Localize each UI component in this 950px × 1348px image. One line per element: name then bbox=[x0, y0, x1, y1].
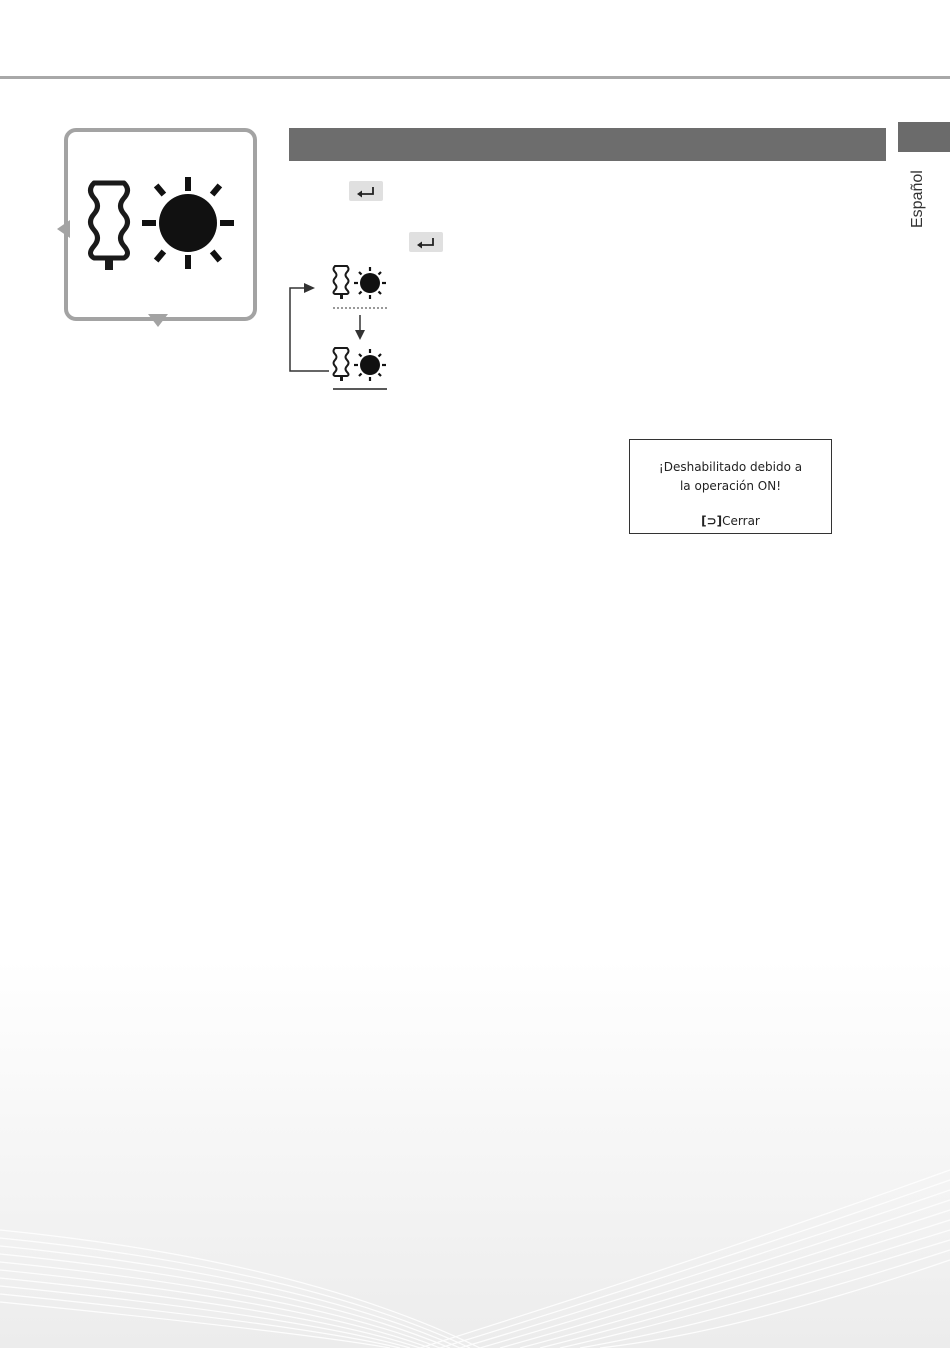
dialog-close-label: Cerrar bbox=[722, 514, 760, 528]
message-dialog bbox=[629, 439, 832, 534]
dialog-close-button[interactable] bbox=[630, 514, 831, 528]
dialog-message bbox=[630, 458, 831, 496]
dialog-message-line2: la operación ON! bbox=[679, 479, 782, 493]
toggle-flow-diagram bbox=[0, 0, 400, 400]
return-icon: [⊃] bbox=[701, 514, 723, 528]
heater-sun-small-icon bbox=[334, 348, 387, 381]
enter-key-icon bbox=[409, 232, 443, 252]
dialog-message-line1: ¡Deshabilitado debido a bbox=[658, 460, 803, 474]
language-label: Español bbox=[909, 170, 926, 228]
language-tab bbox=[898, 122, 950, 152]
heater-sun-small-icon bbox=[334, 266, 387, 299]
background-wave-lines bbox=[0, 1150, 950, 1348]
